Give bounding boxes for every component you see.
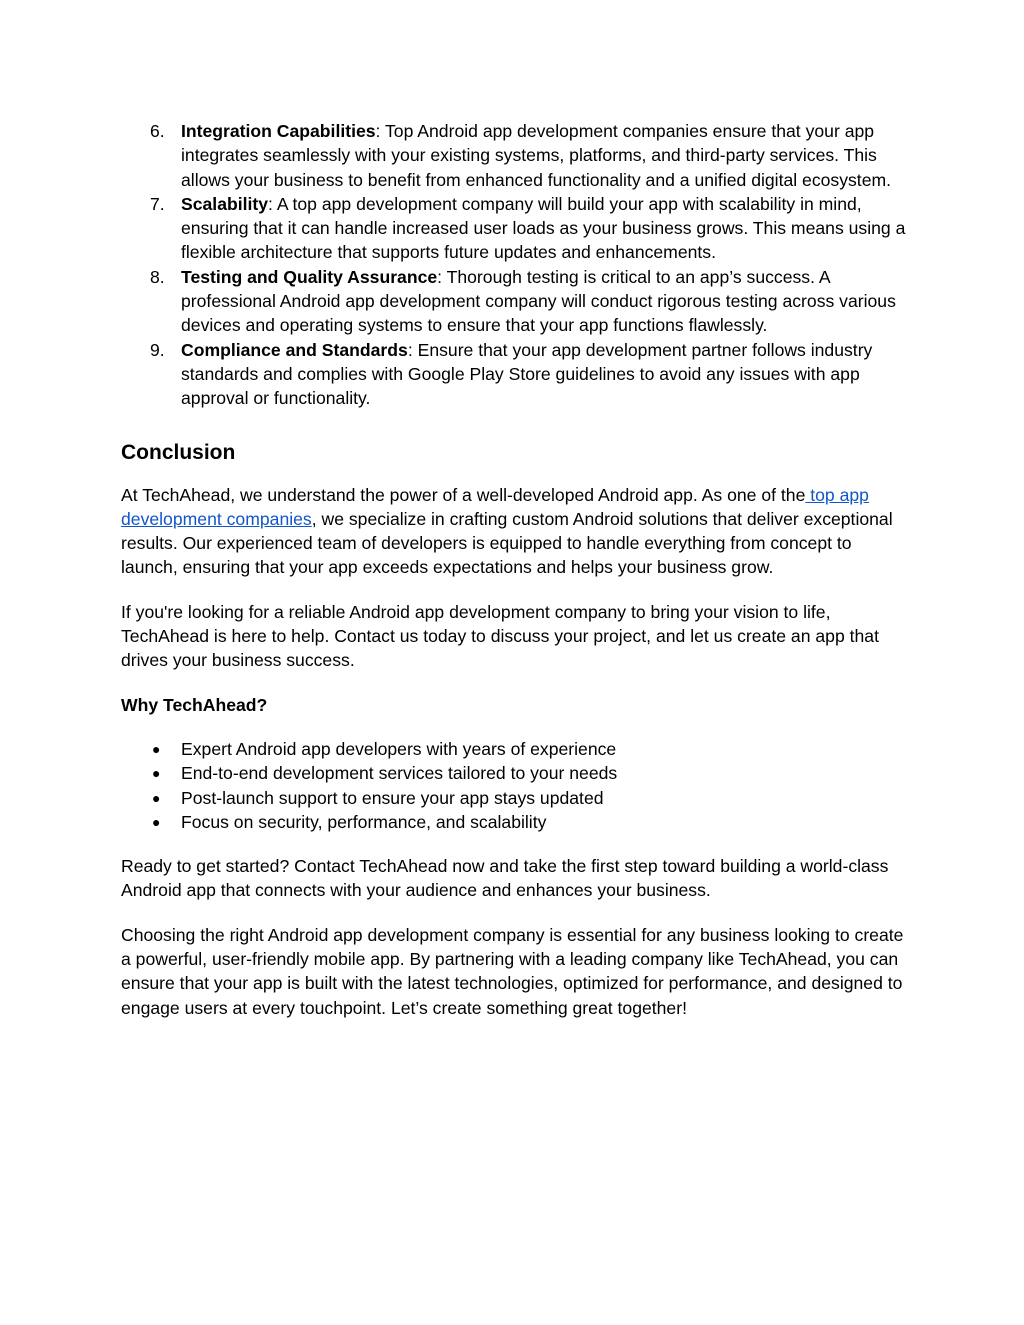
bullet-icon: ● [152,789,161,806]
bullet-icon: ● [152,740,161,757]
list-item-text: : Thorough testing is critical to an app’s success. A professional Android app development company will conduct rigorous testing across various devices and operating systems to ensure that your app functions flawlessly. [181,266,896,336]
document-page [121,119,911,1020]
why-techahead-heading: Why TechAhead? [121,694,268,715]
list-item [121,737,911,761]
list-item [121,786,911,810]
why-techahead-list [121,737,911,834]
list-item-title: Integration Capabilities [181,121,376,141]
list-item [121,192,911,265]
bullet-icon: ● [152,765,161,782]
list-number: 9. [150,339,165,360]
closing-paragraph-2: Choosing the right Android app development company is essential for any business looking to create a powerful, user-friendly mobile app. By partnering with a leading company like TechAhead, you can ensure that your app is built with the latest technologies, optimized for performance, and designed to engage users at every touchpoint. Let’s create something great together! [121,924,904,1018]
list-item [121,810,911,834]
bullet-text: Focus on security, performance, and scalability [181,811,547,832]
list-item-title: Compliance and Standards [181,339,408,360]
list-number: 6. [150,121,165,141]
list-item [121,761,911,785]
conclusion-paragraph-2: If you're looking for a reliable Android app development company to bring your vision to life, TechAhead is here to help. Contact us today to discuss your project, and let us create an app that drives your business success. [121,601,879,671]
list-item-text: : Ensure that your app development partner follows industry standards and complies with Google Play Store guidelines to avoid any issues with app approval or functionality. [181,339,873,409]
bullet-text: Expert Android app developers with years of experience [181,738,617,759]
list-number: 7. [150,193,165,214]
list-item-text: : Top Android app development companies ensure that your app integrates seamlessly with your existing systems, platforms, and third-party services. This allows your business to benefit from enhanced functionality and a unified digital ecosystem. [181,121,892,190]
list-item [121,119,911,192]
list-item-title: Testing and Quality Assurance [181,266,438,287]
list-item [121,338,911,411]
list-number: 8. [150,266,165,287]
top-app-development-companies-link[interactable]: top app development companies [121,484,869,529]
bullet-text: End-to-end development services tailored to your needs [181,763,618,784]
conclusion-paragraph-1 [121,483,911,580]
numbered-list [121,119,911,411]
list-item-text: : A top app development company will build your app with scalability in mind, ensuring that it can handle increased user loads as your business grows. This means using a flexible architecture that supports future updates and enhancements. [181,193,906,263]
paragraph-text: At TechAhead, we understand the power of a well-developed Android app. As one of the [121,484,806,505]
paragraph-text: , we specialize in crafting custom Android solutions that deliver exceptional results. Our experienced team of developers is equipped to handle everything from concept to launch, ensuring that your app exceeds expectations and helps your business grow. [121,508,893,578]
closing-paragraph-1: Ready to get started? Contact TechAhead now and take the first step toward building a world-class Android app that connects with your audience and enhances your business. [121,856,889,901]
bullet-text: Post-launch support to ensure your app stays updated [181,787,604,808]
list-item [121,265,911,338]
list-item-title: Scalability [181,193,269,214]
bullet-icon: ● [152,813,161,830]
conclusion-heading: Conclusion [121,440,236,464]
